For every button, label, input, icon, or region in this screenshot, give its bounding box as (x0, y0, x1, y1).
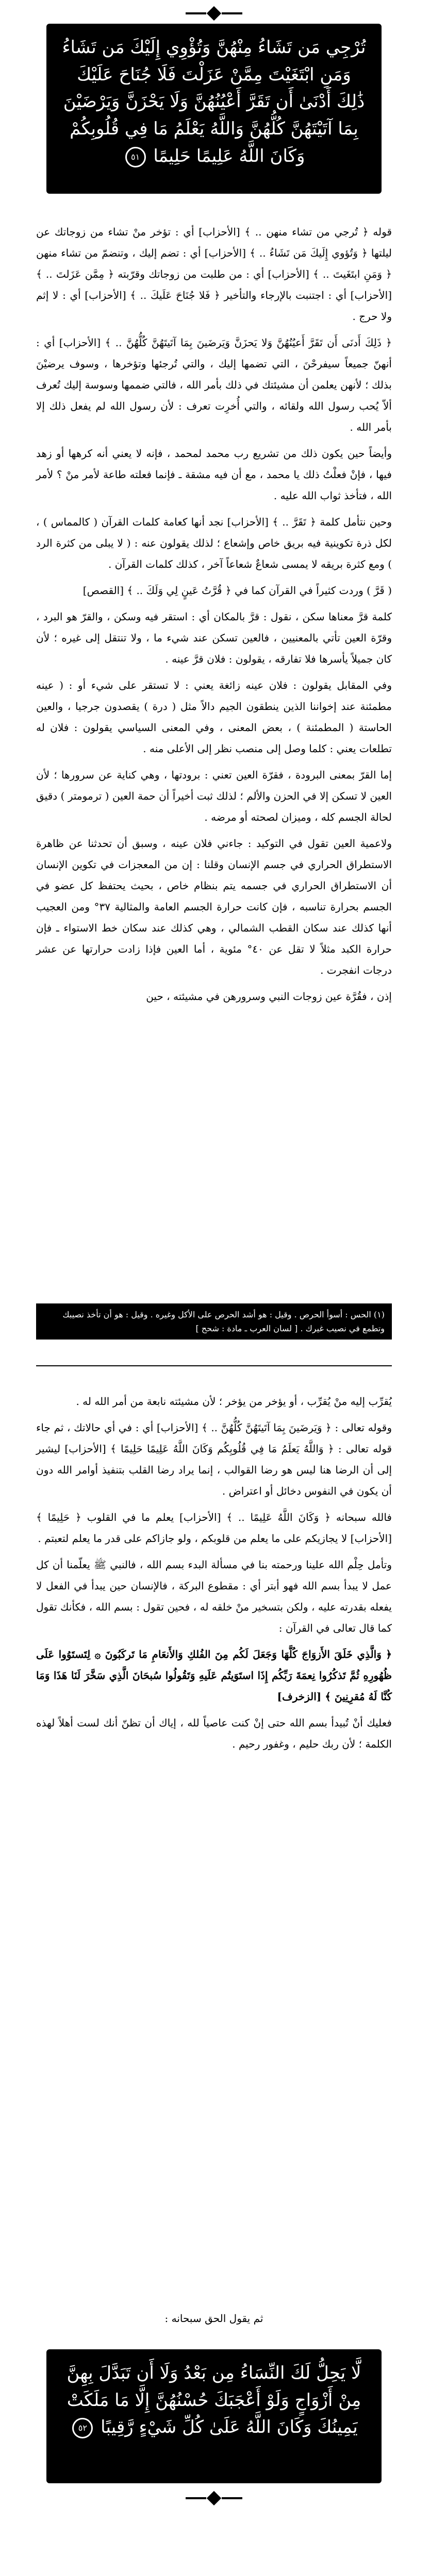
verse-banner-bottom (46, 2349, 382, 2483)
paragraph: إما القرّ بمعنى البرودة ، فقرّة العين تعني : برودتها ، وهي كناية عن سرورها ؛ لأن العين لا تسكن إلا في الحزن والألم ؛ لذلك ثبت أخيراً أن حمة العين ( ترمومتر ) دقيق لحالة الجسم كله ، وميزان لصحته أو مرضه . (36, 769, 392, 823)
verse-number-ornament-icon: ٥١ (125, 147, 146, 167)
page-divider (36, 1365, 392, 1366)
paragraph: فعليك أنْ تُبيدأ بسم الله حتى إنْ كنت عاصياً لله ، إياك أن تظنّ أنك لست أهلاً لهذه الكلمة ؛ لأن ربك حليم ، وغفور رحيم . (36, 1717, 392, 1750)
paragraph: وأيضاً حين يكون ذلك من تشريع رب محمد لمحمد ، فإنه لا يعني أنه كرهها أو زهد فيها ، فإنْ فعلْتُ ذلك يا محمد ، مع أن فيه مشقة ـ فإنما فعلته طاعة لأمر منْ ؟ لأمر الله ، فتأخذ ثواب الله عليه . (36, 447, 392, 502)
paragraph: ولاعمية العين تقول في التوكيد : جاءني فلان عينه ، وسبق أن تحدثنا عن ظاهرة الاستطراق الحراري في جسم الإنسان وقلنا : إن من المعجزات في تكوين الإنسان أن الاستطراق الحراري في جسمه يتم بنظام خاص ، بحيث يحتفظ كل عضو في الجسم بحرارة تناسبه ، فإن كانت حرارة الجسم العامة والمثالية ٣٧° ومن العجيب أنها كذلك عند سكان القطب الشمالي ، وهي كذلك عند سكان خط الاستواء ـ فإن حرارة الكبد مثلاً لا تقل عن ٤٠° مئوية ، أما العين فإذا زادت حرارتها عن عشر درجات انفجرت . (36, 837, 392, 976)
paragraph: فالله سبحانه ﴿ وَكَانَ اللَّهُ عَلِيمًا .. ﴾ [الأحزاب] يعلم ما في القلوب ﴿ حَلِيمًا ﴾ [الأحزاب] لا يجازيكم على ما يعلم من قلوبكم ، ولو جازاكم على قدر ما يعلم لتعبتم . (36, 1511, 392, 1545)
verse-text: لَّا يَحِلُّ لَكَ النِّسَاءُ مِن بَعْدُ وَلَا أَن تَبَدَّلَ بِهِنَّ مِنْ أَزْوَاجٍ وَلَوْ أَعْجَبَكَ حُسْنُهُنَّ إِلَّا مَا مَلَكَتْ يَمِينُكَ وَكَانَ اللَّهُ عَلَىٰ كُلِّ شَيْءٍ رَّقِيبًا (67, 2363, 361, 2438)
paragraph: ﴿ وَالَّذِي خَلَقَ الأَزوَاجَ كُلَّهَا وَجَعَلَ لَكُم مِنَ الفُلكِ وَالأَنعَامِ مَا تَركَبُونَ ۞ لِتَستَوُوا عَلَى ظُهُورِهِ ثُمَّ تَذكُرُوا نِعمَةَ رَبِّكُم إِذَا استَوَيتُم عَلَيهِ وَتَقُولُوا سُبحَانَ الَّذِي سَخَّرَ لَنَا هَذَا وَمَا كُنَّا لَهُ مُقرِنِينَ ﴾ [الزخرف] (36, 1648, 392, 1703)
bottom-flourish (186, 2491, 242, 2505)
commentary-section-2 (36, 1391, 392, 2318)
footnote: (١) الحس : أسوأ الحرص . وقيل : هو أشد الحرص على الأكل وغيره . وقيل : هو أن تأخذ نصيبك وتطمع في نصيب غيرك . [ لسان العرب ـ مادة : شحح ] (36, 1303, 392, 1340)
paragraph: وفي المقابل يقولون : فلان عينه زائغة يعني : لا تستقر على شيء أو : ( عينه مطمئنة عند إخواننا الذين ينطقون الجيم دالاً مثل ( درة ) يقصدون جرجيا ، والعين الحاستة ( المطمئنة ) ، بعض المعنى ، وفي المعنى السياسي يقولون : فلان له تطلعات يعني : كلما وصل إلى منصب نظر إلى الأعلى منه . (36, 679, 392, 755)
verse-banner-top (46, 24, 382, 194)
paragraph: كلمة قرَّ معناها سكن ، نقول : قرَّ بالمكان أي : استقر فيه وسكن ، والقرّ هو البرد ، وقرّة العين تأتي بالمعنيين ، فالعين تسكن عند شيء ما ، ولا تنتقل إلى غيره ؛ لأن كان جميلاً يأسرها فلا تفارقه ، يقولون : فلان قرَّ عينه . (36, 611, 392, 665)
top-flourish (186, 6, 242, 21)
paragraph: ﴿ ذَلِكَ أَدنَى أَن تَقَرَّ أَعيُنُهُنَّ وَلا يَحزَنَّ وَيَرضَينَ بِمَا آتَيتَهُنَّ كُلُّهُنَّ .. ﴾ [الأحزاب] أي : أنهنّ جميعاً سيفرحْنَ ، التي تضمها إليك ، والتي تُرجئها وتؤخرها ، وسوف يرضيْنَ بذلك ؛ لأنهن يعلمن أن مشيئتك في ذلك بأمر الله ، فالتي ضممها وسوسة إليك تُعرف ألاّ يُحب رسول الله ولقائه ، والتي أُخرِت تعرف : لأن رسول الله لم يفعل ذلك إلا بأمر الله . (36, 336, 392, 433)
verse-number-ornament-icon: ٥٢ (72, 2418, 93, 2438)
verse-text: تُرْجِي مَن تَشَاءُ مِنْهُنَّ وَتُؤْوِي إِلَيْكَ مَن تَشَاءُ وَمَنِ ابْتَغَيْتَ مِمَّنْ عَزَلْتَ فَلَا جُنَاحَ عَلَيْكَ ذَٰلِكَ أَدْنَىٰ أَن تَقَرَّ أَعْيُنُهُنَّ وَلَا يَحْزَنَّ وَيَرْضَيْنَ بِمَا آتَيْتَهُنَّ كُلُّهُنَّ وَاللَّهُ يَعْلَمُ مَا فِي قُلُوبِكُمْ وَكَانَ اللَّهُ عَلِيمًا حَلِيمًا (62, 37, 366, 166)
paragraph: إذن ، فقُرَّة عين زوجات النبي وسرورهن في مشيئته ، حين (146, 990, 392, 1003)
paragraph: وقوله تعالى : ﴿ وَيَرضَينَ بِمَا آتَيتَهُنَّ كُلُّهُنَّ .. ﴾ [الأحزاب] أي : في أي حالاتك ، ثم جاء قوله تعالى : ﴿ وَاللَّهُ يَعلَمُ مَا فِي قُلُوبِكُم وَكَانَ اللَّهُ عَلِيمًا حَلِيمًا ﴾ [الأحزاب] ليشير إلى أن الرضا هنا ليس هو رضا القوالب ، إنما يراد رضا القلب بتنفيذ أوامر الله دون أن يكون في النفوس دخائل أو اعتراض . (36, 1421, 392, 1497)
paragraph: وتأمل حِلْم الله علينا ورحمته بنا في مسألة البدء بسم الله ، فالنبي ﷺ يعلّمنا أن كل عمل لا يبدأ بسم الله فهو أبتر أي : مقطوع البركة ، فالإنسان حين يبدأ في الفعل لا يفعله بقدرته عليه ، ولكن بتسخير منْ خلقه له ، فحين تقول : بسم الله ، فكأنك تقول كما قال تعالى في القرآن : (36, 1558, 392, 1634)
paragraph: وحين نتأمل كلمة ﴿ تَقَرَّ .. ﴾ [الأحزاب] نجد أنها كعامة كلمات القرآن ( كالمماس ) ، لكل ذرة تكوينية فيه بريق خاص وإشعاع ؛ لذلك يقولون عنه : ( لا يبلى من كثرة الرد ) ومع كثرة بريقه لا يمسى شعاعٌ شعاعاً آخر ، كذلك كلمات القرآن . (36, 516, 392, 570)
transition-line: ثم يقول الحق سبحانه : (164, 2312, 263, 2325)
paragraph: ( قَرَّ ) وردت كثيراً في القرآن كما في ﴿ قُرَّتُ عَينٍ لِي وَلَكَ .. ﴾ [القصص] (82, 584, 392, 597)
paragraph: قوله ﴿ تُرجي من تشاء منهن .. ﴾ [الأحزاب] أي : تؤخر منْ تشاء من زوجاتك عن ليلتها ﴿ وَتُؤوي إِلَيكَ مَن تَشَاءُ .. ﴾ [الأحزاب] أي : تضم إليك ، وتنضمّ من تشاء منهن ﴿ وَمَنِ ابتَغَيتَ .. ﴾ [الأحزاب] أي : من طلبت من زوجاتك وقرّبته ﴿ مِمَّن عَزَلتَ .. ﴾ [الأحزاب] أي : اجتنبت بالإرجاء والتأخير ﴿ فَلا جُنَاحَ عَلَيكَ .. ﴾ [الأحزاب] أي : لا إثم ولا حرج . (36, 226, 392, 323)
commentary-section-1 (36, 222, 392, 1293)
paragraph: يُقرِّب إليه منْ يُقرِّب ، أو يؤخر من يؤخر ؛ لأن مشيئته نابعة من أمر الله له . (76, 1395, 392, 1408)
